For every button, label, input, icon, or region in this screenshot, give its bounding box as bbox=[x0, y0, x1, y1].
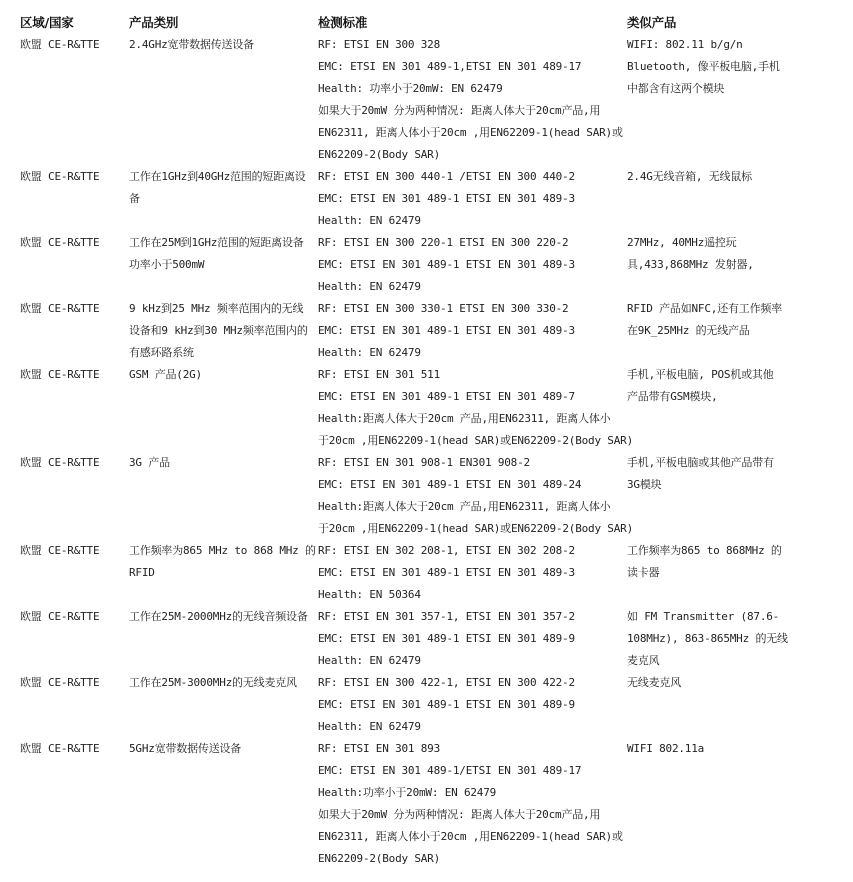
cell-similar bbox=[627, 672, 837, 694]
table-row bbox=[0, 452, 853, 540]
header-standard: 检测标准 bbox=[318, 15, 368, 30]
standard-line: EMC: ETSI EN 301 489-1 ETSI EN 301 489-3 bbox=[318, 566, 575, 579]
standard-line: Health: 功率小于20mW: EN 62479 bbox=[318, 82, 503, 95]
similar-line: 在9K_25MHz 的无线产品 bbox=[627, 324, 750, 337]
region-text: 欧盟 CE-R&TTE bbox=[20, 236, 100, 249]
standard-line: EMC: ETSI EN 301 489-1 ETSI EN 301 489-7 bbox=[318, 390, 575, 403]
category-line: 功率小于500mW bbox=[129, 258, 205, 271]
table-row bbox=[0, 166, 853, 232]
standard-line: EMC: ETSI EN 301 489-1 ETSI EN 301 489-9 bbox=[318, 632, 575, 645]
standard-line: RF: ETSI EN 300 440-1 /ETSI EN 300 440-2 bbox=[318, 170, 575, 183]
cell-similar bbox=[627, 364, 837, 408]
cell-similar bbox=[627, 232, 837, 276]
category-line: 设备和9 kHz到30 MHz频率范围内的 bbox=[129, 324, 308, 337]
category-line: 工作在1GHz到40GHz范围的短距离设 bbox=[129, 170, 306, 183]
standard-line: 于20cm ,用EN62209-1(head SAR)或EN62209-2(Body SAR) bbox=[318, 522, 633, 535]
standard-line: Health: EN 62479 bbox=[318, 214, 421, 227]
cell-region bbox=[0, 606, 129, 628]
table-header-row bbox=[0, 12, 853, 34]
category-line: 工作在25M到1GHz范围的短距离设备 bbox=[129, 236, 304, 249]
region-text: 欧盟 CE-R&TTE bbox=[20, 544, 100, 557]
similar-line: RFID 产品如NFC,还有工作频率 bbox=[627, 302, 783, 315]
similar-line: 无线麦克风 bbox=[627, 676, 681, 689]
standard-line: RF: ETSI EN 300 422-1, ETSI EN 300 422-2 bbox=[318, 676, 575, 689]
cell-similar bbox=[627, 34, 837, 100]
cell-standard bbox=[318, 34, 627, 166]
similar-line: 27MHz, 40MHz遥控玩 bbox=[627, 236, 737, 249]
cell-similar bbox=[627, 606, 837, 672]
standard-line: RF: ETSI EN 301 908-1 EN301 908-2 bbox=[318, 456, 530, 469]
standard-line: RF: ETSI EN 301 357-1, ETSI EN 301 357-2 bbox=[318, 610, 575, 623]
standard-line: Health: EN 50364 bbox=[318, 588, 421, 601]
cell-standard bbox=[318, 232, 627, 298]
category-line: 工作频率为865 MHz to 868 MHz 的 bbox=[129, 544, 316, 557]
standard-line: EMC: ETSI EN 301 489-1 ETSI EN 301 489-3 bbox=[318, 192, 575, 205]
cell-category bbox=[129, 452, 318, 474]
standard-line: Health:功率小于20mW: EN 62479 bbox=[318, 786, 497, 799]
cell-standard bbox=[318, 298, 627, 364]
table-row bbox=[0, 298, 853, 364]
cell-region bbox=[0, 364, 129, 386]
similar-line: 手机,平板电脑, POS机或其他 bbox=[627, 368, 774, 381]
category-line: GSM 产品(2G) bbox=[129, 368, 202, 381]
cell-category bbox=[129, 606, 318, 628]
table-row bbox=[0, 34, 853, 166]
standard-line: EMC: ETSI EN 301 489-1 ETSI EN 301 489-24 bbox=[318, 478, 582, 491]
standard-line: RF: ETSI EN 301 893 bbox=[318, 742, 441, 755]
cell-standard bbox=[318, 452, 633, 540]
similar-line: 如 FM Transmitter (87.6- bbox=[627, 610, 780, 623]
similar-line: 3G模块 bbox=[627, 478, 662, 491]
cell-similar bbox=[627, 738, 837, 760]
cell-standard bbox=[318, 364, 633, 452]
cell-category bbox=[129, 298, 318, 364]
cell-category bbox=[129, 364, 318, 386]
cell-similar bbox=[627, 452, 837, 496]
cell-standard bbox=[318, 606, 627, 672]
standard-line: RF: ETSI EN 301 511 bbox=[318, 368, 441, 381]
table-body bbox=[0, 34, 853, 870]
cell-similar bbox=[627, 298, 837, 342]
cell-standard bbox=[318, 540, 627, 606]
category-line: 5GHz宽带数据传送设备 bbox=[129, 742, 242, 755]
region-text: 欧盟 CE-R&TTE bbox=[20, 302, 100, 315]
similar-line: 2.4G无线音箱, 无线鼠标 bbox=[627, 170, 752, 183]
standard-line: EMC: ETSI EN 301 489-1 ETSI EN 301 489-3 bbox=[318, 324, 575, 337]
standard-line: Health: EN 62479 bbox=[318, 346, 421, 359]
category-line: 工作在25M-2000MHz的无线音频设备 bbox=[129, 610, 308, 623]
region-text: 欧盟 CE-R&TTE bbox=[20, 38, 100, 51]
standard-line: EN62209-2(Body SAR) bbox=[318, 852, 441, 865]
cell-region bbox=[0, 166, 129, 188]
cell-similar bbox=[627, 540, 837, 584]
similar-line: 具,433,868MHz 发射器, bbox=[627, 258, 754, 271]
similar-line: 读卡器 bbox=[627, 566, 660, 579]
cell-similar bbox=[627, 166, 837, 188]
standard-line: EMC: ETSI EN 301 489-1/ETSI EN 301 489-17 bbox=[318, 764, 582, 777]
table-row bbox=[0, 606, 853, 672]
region-text: 欧盟 CE-R&TTE bbox=[20, 610, 100, 623]
cell-standard bbox=[318, 738, 627, 870]
table-row bbox=[0, 738, 853, 870]
cell-category bbox=[129, 738, 318, 760]
cell-category bbox=[129, 166, 318, 210]
standard-line: EMC: ETSI EN 301 489-1 ETSI EN 301 489-9 bbox=[318, 698, 575, 711]
header-category: 产品类别 bbox=[129, 15, 179, 30]
cell-region bbox=[0, 672, 129, 694]
region-text: 欧盟 CE-R&TTE bbox=[20, 456, 100, 469]
similar-line: 麦克风 bbox=[627, 654, 660, 667]
cell-category bbox=[129, 540, 318, 584]
standard-line: EN62311, 距离人体小于20cm ,用EN62209-1(head SAR)或 bbox=[318, 126, 623, 139]
header-similar: 类似产品 bbox=[627, 15, 677, 30]
cell-standard bbox=[318, 672, 627, 738]
cell-region bbox=[0, 232, 129, 254]
similar-line: Bluetooth, 像平板电脑,手机 bbox=[627, 60, 780, 73]
category-line: 3G 产品 bbox=[129, 456, 170, 469]
similar-line: 工作频率为865 to 868MHz 的 bbox=[627, 544, 782, 557]
standard-line: RF: ETSI EN 300 220-1 ETSI EN 300 220-2 bbox=[318, 236, 569, 249]
standard-line: Health: EN 62479 bbox=[318, 280, 421, 293]
category-line: 9 kHz到25 MHz 频率范围内的无线 bbox=[129, 302, 304, 315]
table-row bbox=[0, 232, 853, 298]
category-line: 2.4GHz宽带数据传送设备 bbox=[129, 38, 254, 51]
table-row bbox=[0, 672, 853, 738]
region-text: 欧盟 CE-R&TTE bbox=[20, 368, 100, 381]
standard-line: Health: EN 62479 bbox=[318, 654, 421, 667]
category-line: RFID bbox=[129, 566, 155, 579]
header-region: 区域/国家 bbox=[20, 15, 74, 30]
similar-line: 手机,平板电脑或其他产品带有 bbox=[627, 456, 774, 469]
similar-line: 108MHz), 863-865MHz 的无线 bbox=[627, 632, 788, 645]
standard-line: EMC: ETSI EN 301 489-1 ETSI EN 301 489-3 bbox=[318, 258, 575, 271]
table-row bbox=[0, 364, 853, 452]
standard-line: EMC: ETSI EN 301 489-1,ETSI EN 301 489-17 bbox=[318, 60, 582, 73]
cell-region bbox=[0, 452, 129, 474]
region-text: 欧盟 CE-R&TTE bbox=[20, 676, 100, 689]
category-line: 备 bbox=[129, 192, 140, 205]
standard-line: RF: ETSI EN 300 328 bbox=[318, 38, 441, 51]
cell-category bbox=[129, 232, 318, 276]
cell-region bbox=[0, 34, 129, 56]
category-line: 工作在25M-3000MHz的无线麦克风 bbox=[129, 676, 297, 689]
similar-line: WIFI: 802.11 b/g/n bbox=[627, 38, 743, 51]
similar-line: 中都含有这两个模块 bbox=[627, 82, 725, 95]
cell-region bbox=[0, 540, 129, 562]
region-text: 欧盟 CE-R&TTE bbox=[20, 742, 100, 755]
cell-region bbox=[0, 738, 129, 760]
cell-category bbox=[129, 672, 318, 694]
standard-line: Health:距离人体大于20cm 产品,用EN62311, 距离人体小 bbox=[318, 412, 611, 425]
standard-line: 于20cm ,用EN62209-1(head SAR)或EN62209-2(Body SAR) bbox=[318, 434, 633, 447]
standard-line: EN62311, 距离人体小于20cm ,用EN62209-1(head SAR)或 bbox=[318, 830, 623, 843]
standard-line: Health: EN 62479 bbox=[318, 720, 421, 733]
category-line: 有感环路系统 bbox=[129, 346, 194, 359]
standard-line: EN62209-2(Body SAR) bbox=[318, 148, 441, 161]
standard-line: Health:距离人体大于20cm 产品,用EN62311, 距离人体小 bbox=[318, 500, 611, 513]
standard-line: 如果大于20mW 分为两种情况: 距离人体大于20cm产品,用 bbox=[318, 808, 601, 821]
similar-line: 产品带有GSM模块, bbox=[627, 390, 718, 403]
table-row bbox=[0, 540, 853, 606]
cell-category bbox=[129, 34, 318, 56]
similar-line: WIFI 802.11a bbox=[627, 742, 705, 755]
cell-standard bbox=[318, 166, 627, 232]
standard-line: RF: ETSI EN 302 208-1, ETSI EN 302 208-2 bbox=[318, 544, 575, 557]
cell-region bbox=[0, 298, 129, 320]
region-text: 欧盟 CE-R&TTE bbox=[20, 170, 100, 183]
standard-line: RF: ETSI EN 300 330-1 ETSI EN 300 330-2 bbox=[318, 302, 569, 315]
standard-line: 如果大于20mW 分为两种情况: 距离人体大于20cm产品,用 bbox=[318, 104, 601, 117]
